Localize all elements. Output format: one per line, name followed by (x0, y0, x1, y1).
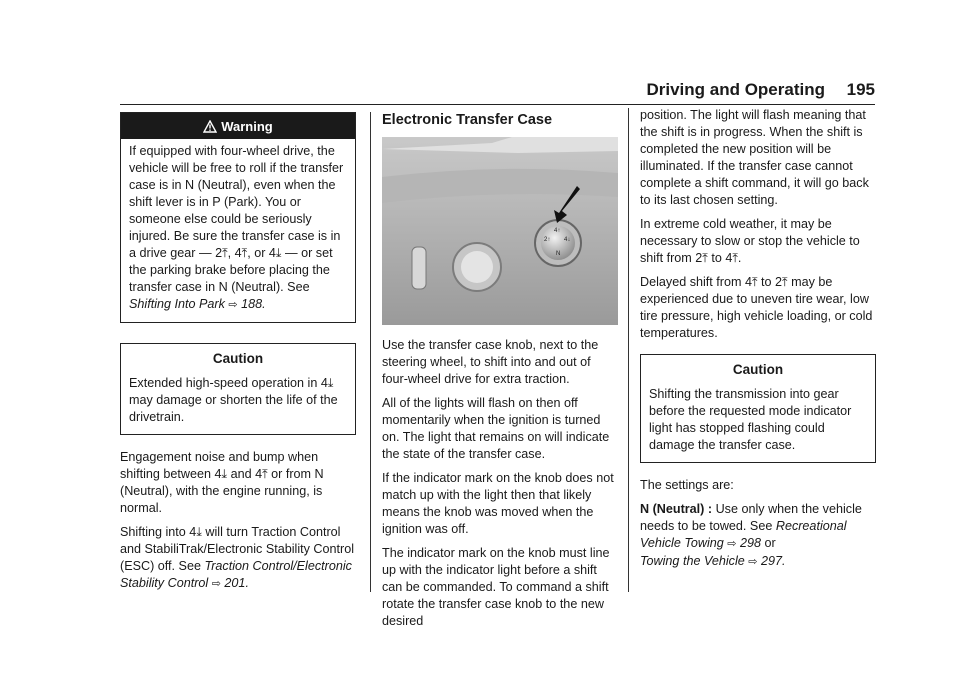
traction-text: Shifting into 4⤓ will turn Traction Control and StabiliTrak/Electronic Stability Control (ESC) off. See (120, 525, 355, 573)
neutral-text: Use only when the vehicle needs to be towed. See (640, 502, 862, 533)
paragraph-delayed-shift: Delayed shift from 4⤒ to 2⤒ may be experienced due to uneven tire wear, low tire pressure, high vehicle loading, or cold temperatures. (640, 275, 873, 340)
page-number: 195 (846, 80, 875, 99)
recreational-towing-link[interactable]: Recreational Vehicle Towing (640, 519, 847, 550)
warning-sentence: If equipped with four-wheel drive, the vehicle will be free to roll if the transfer case is in N (Neutral), even when the shift lever is in P (Park). You or someone else could be seriously injured. Be sure the transfer case is in a drive gear — 2⤒, 4⤒, or 4⤓ — or set the parking brake before placing the transfer case in N (Neutral). See (129, 144, 344, 294)
caution-box-1 (120, 343, 356, 435)
paragraph-shift-progress: position. The light will flash meaning that the shift is in progress. When the shift is completed the new position will be illuminated. If the transfer case cannot complete a shift command, it will go back to its last chosen setting. (640, 108, 869, 207)
section-title: Electronic Transfer Case (382, 112, 553, 128)
paragraph-cold-weather: In extreme cold weather, it may be necessary to slow or stop the vehicle to shift from 2⤒ to 4⤒. (640, 217, 860, 265)
paragraph-settings-intro: The settings are: (640, 478, 734, 492)
knob-label-4h: 4↑ (554, 228, 561, 234)
paragraph-lights-flash: All of the lights will flash on then off momentarily when the ignition is turned on. The light that remains on will indicate the state of the transfer case. (382, 396, 610, 461)
traction-control-link[interactable]: Traction Control/Electronic Stability Control (120, 559, 352, 590)
warning-header (121, 113, 355, 139)
neutral-setting (640, 501, 876, 571)
page-ref-number[interactable]: 297 (761, 554, 783, 568)
column-middle (382, 112, 618, 637)
column-divider (628, 108, 629, 592)
page-header (120, 80, 875, 104)
ref-period: . (245, 576, 249, 590)
engagement-paragraph: Engagement noise and bump when shifting between 4⤓ and 4⤒ or from N (Neutral), with the engine running, is normal. (120, 450, 324, 515)
page-ref-arrow-icon: ⇨ (228, 299, 238, 311)
running-title: Driving and Operating (646, 80, 825, 99)
page-ref-number[interactable]: 201 (224, 576, 246, 590)
caution-text: Extended high-speed operation in 4⤓ may damage or shorten the life of the drivetrain. (129, 376, 338, 424)
ref-period: . (782, 554, 786, 568)
neutral-term: N (Neutral) : (640, 502, 713, 516)
column-right (640, 107, 876, 578)
caution-body (121, 371, 355, 434)
caution-header: Caution (212, 351, 264, 366)
transfer-case-photo (382, 137, 618, 325)
paragraph-knob-location: Use the transfer case knob, next to the steering wheel, to shift into and out of four-wheel drive for extra traction. (382, 338, 599, 386)
header-rule (120, 104, 875, 105)
page-ref-arrow-icon: ⇨ (727, 538, 737, 550)
caution-text: Shifting the transmission into gear before the requested mode indicator light has stopped flashing could damage the transfer case. (649, 387, 852, 452)
knob-label-4l: 4↓ (564, 237, 571, 243)
ref-period: . (262, 297, 266, 311)
warning-title: Warning (221, 119, 273, 134)
paragraph-indicator-mismatch: If the indicator mark on the knob does not match up with the light then that likely means the knob was moved when the ignition was off. (382, 471, 614, 536)
caution-box-2 (640, 354, 876, 463)
or-text: or (764, 536, 776, 550)
warning-text (129, 143, 347, 314)
page-ref-number[interactable]: 188 (241, 297, 263, 311)
column-left (120, 112, 356, 600)
warning-body (121, 139, 355, 322)
knob-label-2h: 2↑ (544, 237, 551, 243)
page-ref-number[interactable]: 298 (740, 536, 762, 550)
page-ref-arrow-icon: ⇨ (748, 556, 758, 568)
traction-paragraph (120, 524, 356, 593)
warning-triangle-icon (203, 120, 217, 133)
knob-label-n: N (556, 251, 561, 257)
caution-body (641, 382, 875, 462)
page-ref-arrow-icon: ⇨ (211, 578, 221, 590)
column-divider (370, 112, 371, 592)
paragraph-indicator-align: The indicator mark on the knob must line up with the indicator light before a shift can be commanded. To command a shift rotate the transfer case knob to the new desired (382, 546, 610, 628)
warning-box (120, 112, 356, 323)
towing-vehicle-link[interactable]: Towing the Vehicle (640, 554, 745, 568)
shifting-into-park-link[interactable]: Shifting Into Park (129, 297, 225, 311)
caution-header: Caution (732, 362, 784, 377)
